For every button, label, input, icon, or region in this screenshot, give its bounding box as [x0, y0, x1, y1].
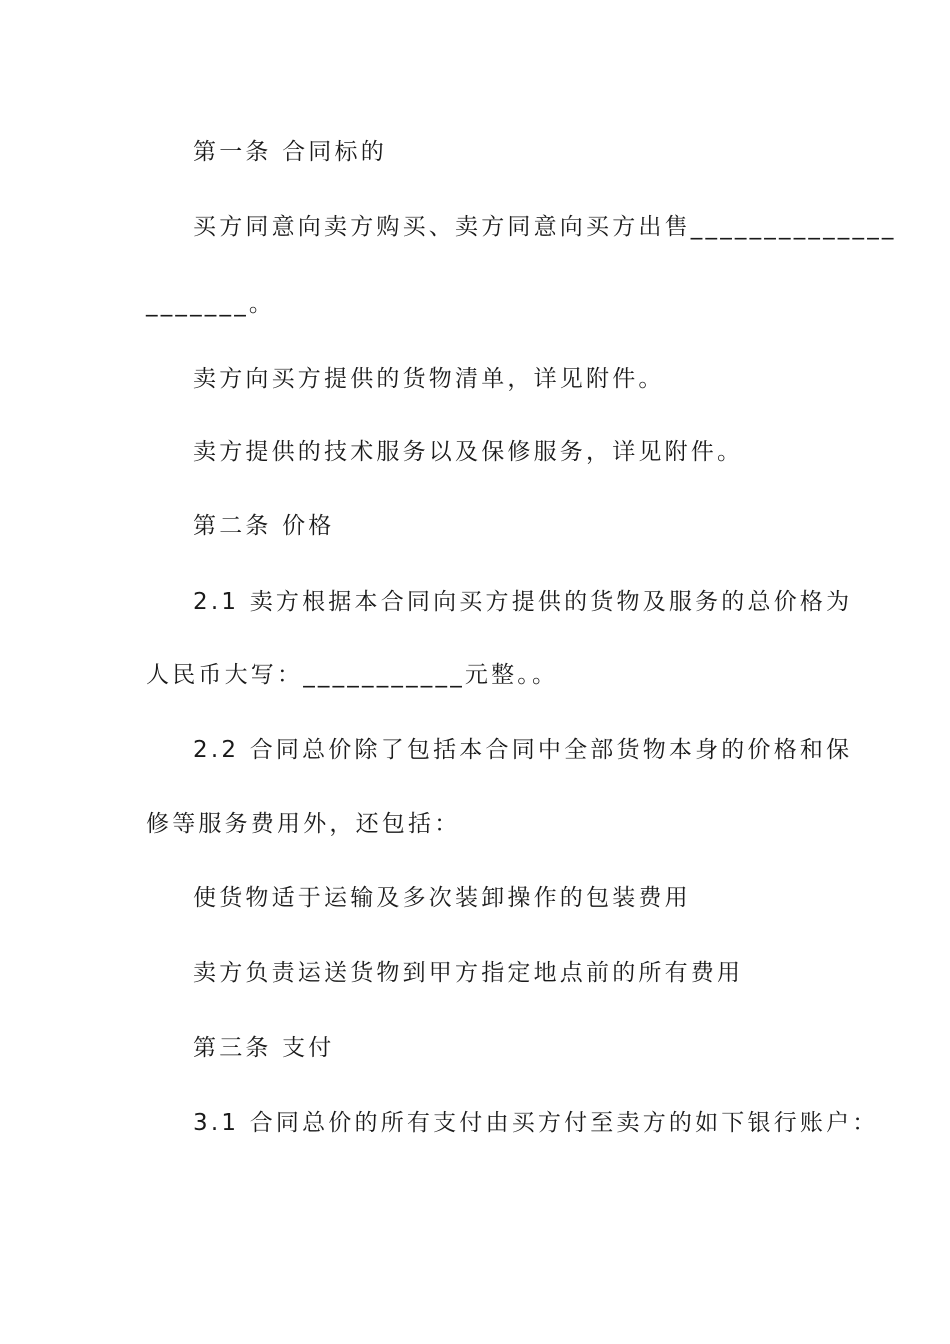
clause-2-2: 2.2 合同总价除了包括本合同中全部货物本身的价格和保 — [193, 737, 853, 763]
clause-2-1: 2.1 卖方根据本合同向买方提供的货物及服务的总价格为 — [193, 589, 853, 615]
article-1-para-1-cont: _______。 — [146, 291, 276, 317]
clause-2-1-cont: 人民币大写：___________元整。。 — [146, 662, 559, 688]
clause-2-2-item-1: 使货物适于运输及多次装卸操作的包装费用 — [193, 885, 691, 911]
article-1-para-2: 卖方向买方提供的货物清单，详见附件。 — [193, 366, 665, 392]
clause-2-2-cont: 修等服务费用外，还包括： — [146, 811, 461, 837]
article-3-heading: 第三条 支付 — [193, 1035, 335, 1061]
article-1-para-3: 卖方提供的技术服务以及保修服务，详见附件。 — [193, 439, 744, 465]
article-2-heading: 第二条 价格 — [193, 513, 335, 539]
clause-3-1: 3.1 合同总价的所有支付由买方付至卖方的如下银行账户： — [193, 1110, 879, 1136]
clause-2-2-item-2: 卖方负责运送货物到甲方指定地点前的所有费用 — [193, 960, 744, 986]
article-1-heading: 第一条 合同标的 — [193, 139, 387, 165]
article-1-para-1: 买方同意向卖方购买、卖方同意向买方出售______________ — [193, 214, 897, 240]
